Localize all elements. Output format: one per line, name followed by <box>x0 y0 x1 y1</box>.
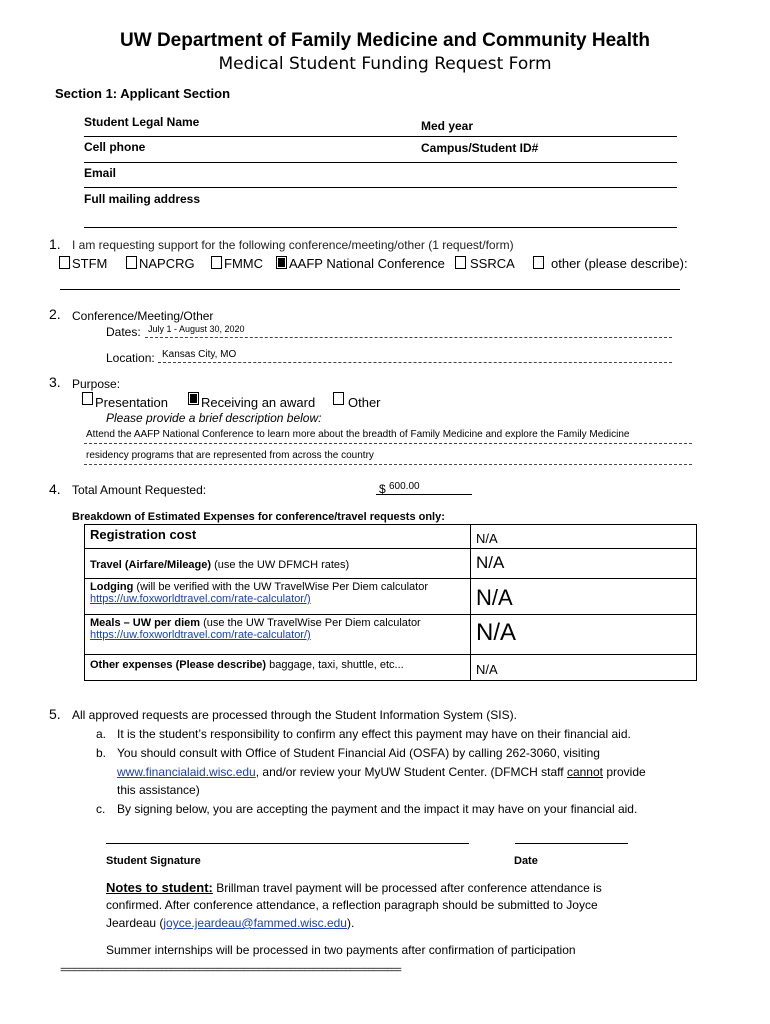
option-other-label: other (please describe): <box>551 256 688 271</box>
breakdown-heading: Breakdown of Estimated Expenses for conference/travel requests only: <box>72 511 445 523</box>
mailing-address-label: Full mailing address <box>84 192 201 206</box>
page-subtitle: Medical Student Funding Request Form <box>218 54 552 74</box>
dates-field[interactable] <box>145 337 672 338</box>
currency-symbol: $ <box>379 482 386 496</box>
location-field[interactable] <box>158 362 672 363</box>
mailing-address-line[interactable] <box>84 227 677 228</box>
lodging-cost-value[interactable]: N/A <box>471 579 697 615</box>
section1-heading: Section 1: Applicant Section <box>55 86 231 101</box>
table-row <box>85 615 697 655</box>
q1-other-line[interactable] <box>60 289 680 290</box>
contact-email-link[interactable]: joyce.jeardeau@fammed.wisc.edu <box>163 916 347 930</box>
expense-label: Meals – UW per diem (use the UW TravelWise Per Diem calculator https://uw.foxworldtravel.com/rate-calculator/) <box>85 615 471 655</box>
notes-line-2: confirmed. After conference attendance, a reflection paragraph should be submitted to Joyce <box>106 898 598 912</box>
phone-id-line[interactable] <box>84 162 677 163</box>
q5-a-text: It is the student’s responsibility to confirm any effect this payment may have on their financial aid. <box>117 727 631 741</box>
purpose-other-checkbox[interactable] <box>333 392 344 405</box>
q3-title: Purpose: <box>72 377 121 391</box>
footer-separator: ========================================================================== <box>60 966 401 977</box>
financial-aid-link[interactable]: www.financialaid.wisc.edu <box>117 765 256 779</box>
other-expenses-value[interactable]: N/A <box>471 655 697 681</box>
q2-title: Conference/Meeting/Other <box>72 309 214 323</box>
option-stfm-checkbox[interactable] <box>59 256 70 269</box>
option-ssrca-label: SSRCA <box>470 256 515 271</box>
option-aafp-label: AAFP National Conference <box>289 256 445 271</box>
expense-label: Registration cost <box>85 525 471 549</box>
total-amount-field[interactable] <box>376 494 472 495</box>
notes-line-3: Jeardeau (joyce.jeardeau@fammed.wisc.edu). <box>106 916 355 930</box>
q4-number: 4. <box>49 481 61 497</box>
q5-text: All approved requests are processed through the Student Information System (SIS). <box>72 708 517 722</box>
location-label: Location: <box>106 351 155 365</box>
dates-value: July 1 - August 30, 2020 <box>148 324 245 334</box>
q5-b-label: b. <box>96 746 107 760</box>
description-line-1: Attend the AAFP National Conference to learn more about the breadth of Family Medicine and explore the Family Medicine <box>86 429 630 440</box>
option-ssrca-checkbox[interactable] <box>455 256 466 269</box>
purpose-other-label: Other <box>348 395 381 410</box>
student-signature-label: Student Signature <box>106 855 201 867</box>
notes-heading: Notes to student: <box>106 880 213 895</box>
option-napcrg-checkbox[interactable] <box>126 256 137 269</box>
description-field-1[interactable] <box>84 443 692 444</box>
q5-b-text-2: www.financialaid.wisc.edu, and/or review your MyUW Student Center. (DFMCH staff cannot provide <box>117 765 646 779</box>
purpose-presentation-checkbox[interactable] <box>82 392 93 405</box>
email-line[interactable] <box>84 187 677 188</box>
meals-cost-value[interactable]: N/A <box>471 615 697 655</box>
option-fmmc-checkbox[interactable] <box>211 256 222 269</box>
dates-label: Dates: <box>106 325 141 339</box>
q5-a-label: a. <box>96 727 107 741</box>
option-aafp-checkbox[interactable] <box>276 256 287 269</box>
table-row <box>85 549 697 579</box>
notes-line-1: Notes to student: Brillman travel payment will be processed after conference attendance is <box>106 880 602 895</box>
registration-cost-value[interactable]: N/A <box>471 525 697 549</box>
expenses-table <box>84 524 697 681</box>
description-instruction: Please provide a brief description below: <box>106 411 322 425</box>
q5-b-text-3: this assistance) <box>117 783 200 797</box>
option-other-checkbox[interactable] <box>533 256 544 269</box>
option-fmmc-label: FMMC <box>224 256 263 271</box>
summer-internships-note: Summer internships will be processed in two payments after confirmation of participation <box>106 943 576 957</box>
med-year-label: Med year <box>421 119 474 133</box>
campus-id-label: Campus/Student ID# <box>421 141 539 155</box>
name-medyear-line[interactable] <box>84 136 677 137</box>
q1-number: 1. <box>49 236 61 252</box>
cell-phone-label: Cell phone <box>84 140 146 154</box>
q5-c-text: By signing below, you are accepting the payment and the impact it may have on your financial aid. <box>117 802 638 816</box>
location-value: Kansas City, MO <box>162 349 237 360</box>
legal-name-label: Student Legal Name <box>84 115 200 129</box>
page-title: UW Department of Family Medicine and Community Health <box>120 30 650 51</box>
option-napcrg-label: NAPCRG <box>139 256 195 271</box>
travel-cost-value[interactable]: N/A <box>471 549 697 579</box>
calculator-link[interactable]: https://uw.foxworldtravel.com/rate-calculator/) <box>90 629 311 641</box>
total-amount-label: Total Amount Requested: <box>72 483 207 497</box>
option-stfm-label: STFM <box>72 256 108 271</box>
purpose-presentation-label: Presentation <box>95 395 168 410</box>
date-label: Date <box>514 855 538 867</box>
description-field-2[interactable] <box>84 464 692 465</box>
total-amount-value: 600.00 <box>389 481 420 492</box>
purpose-award-checkbox[interactable] <box>188 392 199 405</box>
expense-label: Other expenses (Please describe) baggage, taxi, shuttle, etc... <box>85 655 471 681</box>
expense-label: Lodging (will be verified with the UW TravelWise Per Diem calculator https://uw.foxworldtravel.com/rate-calculator/) <box>85 579 471 615</box>
purpose-award-label: Receiving an award <box>201 395 316 410</box>
q5-c-label: c. <box>96 802 106 816</box>
table-row <box>85 655 697 681</box>
table-row <box>85 525 697 549</box>
expense-label: Travel (Airfare/Mileage) (use the UW DFMCH rates) <box>85 549 471 579</box>
date-line[interactable] <box>515 843 628 844</box>
calculator-link[interactable]: https://uw.foxworldtravel.com/rate-calculator/) <box>90 593 311 605</box>
description-line-2: residency programs that are represented from across the country <box>86 450 374 461</box>
q3-number: 3. <box>49 374 61 390</box>
student-signature-line[interactable] <box>106 843 469 844</box>
table-row <box>85 579 697 615</box>
email-label: Email <box>84 166 117 180</box>
q5-number: 5. <box>49 706 61 722</box>
q5-b-text-1: You should consult with Office of Student Financial Aid (OSFA) by calling 262-3060, visiting <box>117 746 600 760</box>
q2-number: 2. <box>49 306 61 322</box>
q1-text: I am requesting support for the following conference/meeting/other (1 request/form) <box>72 238 514 252</box>
